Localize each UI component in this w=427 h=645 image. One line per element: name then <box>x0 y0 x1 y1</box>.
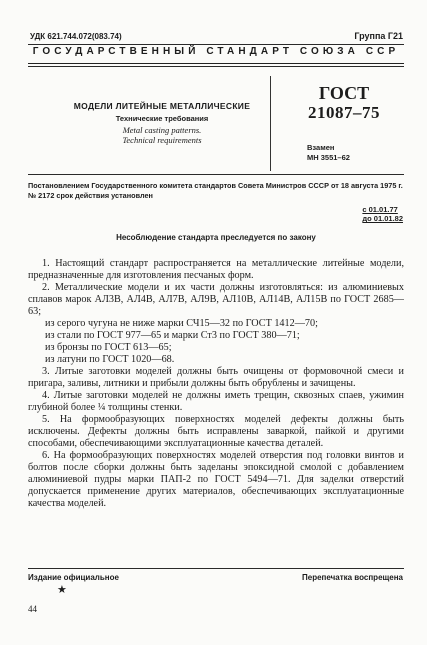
paragraph-6: 6. На формообразующих поверхностях моделей отверстия под головки винтов и болтов после сборки должны быть заделаны эпоксидной смолой с добавлением алюминиевой пудры марки ПАП-2 по ГОСТ 5494—71. Для заделки отверстий допускается применение других материалов, обеспечивающих эксплуатационные качества моделей. <box>28 450 404 509</box>
decree-text: Постановлением Государственного комитета стандартов Совета Министров СССР от 18 августа 1975 г. № 2172 срок действия установлен <box>28 181 403 200</box>
paragraph-2-item-brass: из латуни по ГОСТ 1020—68. <box>45 354 175 365</box>
gost-label: ГОСТ <box>318 83 370 103</box>
gost-number: 21087–75 <box>308 103 380 122</box>
validity-until: до 01.01.82 <box>362 214 403 223</box>
title-ru: МОДЕЛИ ЛИТЕЙНЫЕ МЕТАЛЛИЧЕСКИЕ <box>73 101 251 111</box>
subtitle-ru: Технические требования <box>115 114 209 123</box>
paragraph-4: 4. Литые заготовки моделей не должны иметь трещин, сквозных спаев, ужимин глубиной более ¼ толщины стенки. <box>28 390 404 413</box>
edition-label: Издание официальное <box>28 573 119 582</box>
header-top-rule <box>28 44 404 45</box>
title-en-line1: Metal casting patterns. <box>122 125 202 135</box>
paragraph-2: 2. Металлические модели и их части должны изготовляться: из алюминиевых сплавов марок АЛ3В, АЛ4В, АЛ7В, АЛ9В, АЛ10В, АЛ14В, АЛ15В по ГОСТ 2685—63; <box>28 282 404 317</box>
legal-notice: Несоблюдение стандарта преследуется по закону <box>116 233 316 242</box>
paragraph-1: 1. Настоящий стандарт распространяется на металлические литейные модели, предназначенные для изготовления песчаных форм. <box>28 258 404 281</box>
group-code: Группа Г21 <box>354 31 403 41</box>
title-en <box>62 125 262 145</box>
title-divider <box>270 76 271 171</box>
paragraph-5: 5. На формообразующих поверхностях моделей дефекты должны быть исключены. Дефекты должны быть исправлены заваркой, пайкой и другими способами, обеспечивающими эксплуатационные качества деталей. <box>28 414 404 449</box>
replaces-label: Взамен <box>307 143 335 152</box>
standard-title: ГОСУДАРСТВЕННЫЙ СТАНДАРТ СОЮЗА ССР <box>32 46 400 57</box>
validity-from: с 01.01.77 <box>362 205 398 214</box>
title-en-line2: Technical requirements <box>122 135 202 145</box>
paragraph-2-item-bronze: из бронзы по ГОСТ 613—65; <box>45 342 172 353</box>
title-block-rule <box>28 174 404 175</box>
header-bottom-rule-thin <box>28 66 404 67</box>
reprint-notice: Перепечатка воспрещена <box>302 573 403 582</box>
page-number: 44 <box>28 604 37 614</box>
paragraph-3: 3. Литые заготовки моделей должны быть очищены от формовочной смеси и пригара, заливы, литники и прибыли должны быть обрублены и зачищены. <box>28 366 404 389</box>
validity-dates <box>362 205 403 223</box>
footer-rule <box>28 568 404 569</box>
star-icon: ★ <box>57 584 67 596</box>
body-text <box>28 258 404 510</box>
replaces-block <box>307 143 350 163</box>
replaces-value: МН 3551–62 <box>307 153 350 162</box>
paragraph-2-item-cast-iron: из серого чугуна не ниже марки СЧ15—32 по ГОСТ 1412—70; <box>45 318 318 329</box>
udk-code: УДК 621.744.072(083.74) <box>30 32 122 41</box>
paragraph-2-item-steel: из стали по ГОСТ 977—65 и марки Ст3 по ГОСТ 380—71; <box>45 330 300 341</box>
header-bottom-rule <box>28 63 404 64</box>
